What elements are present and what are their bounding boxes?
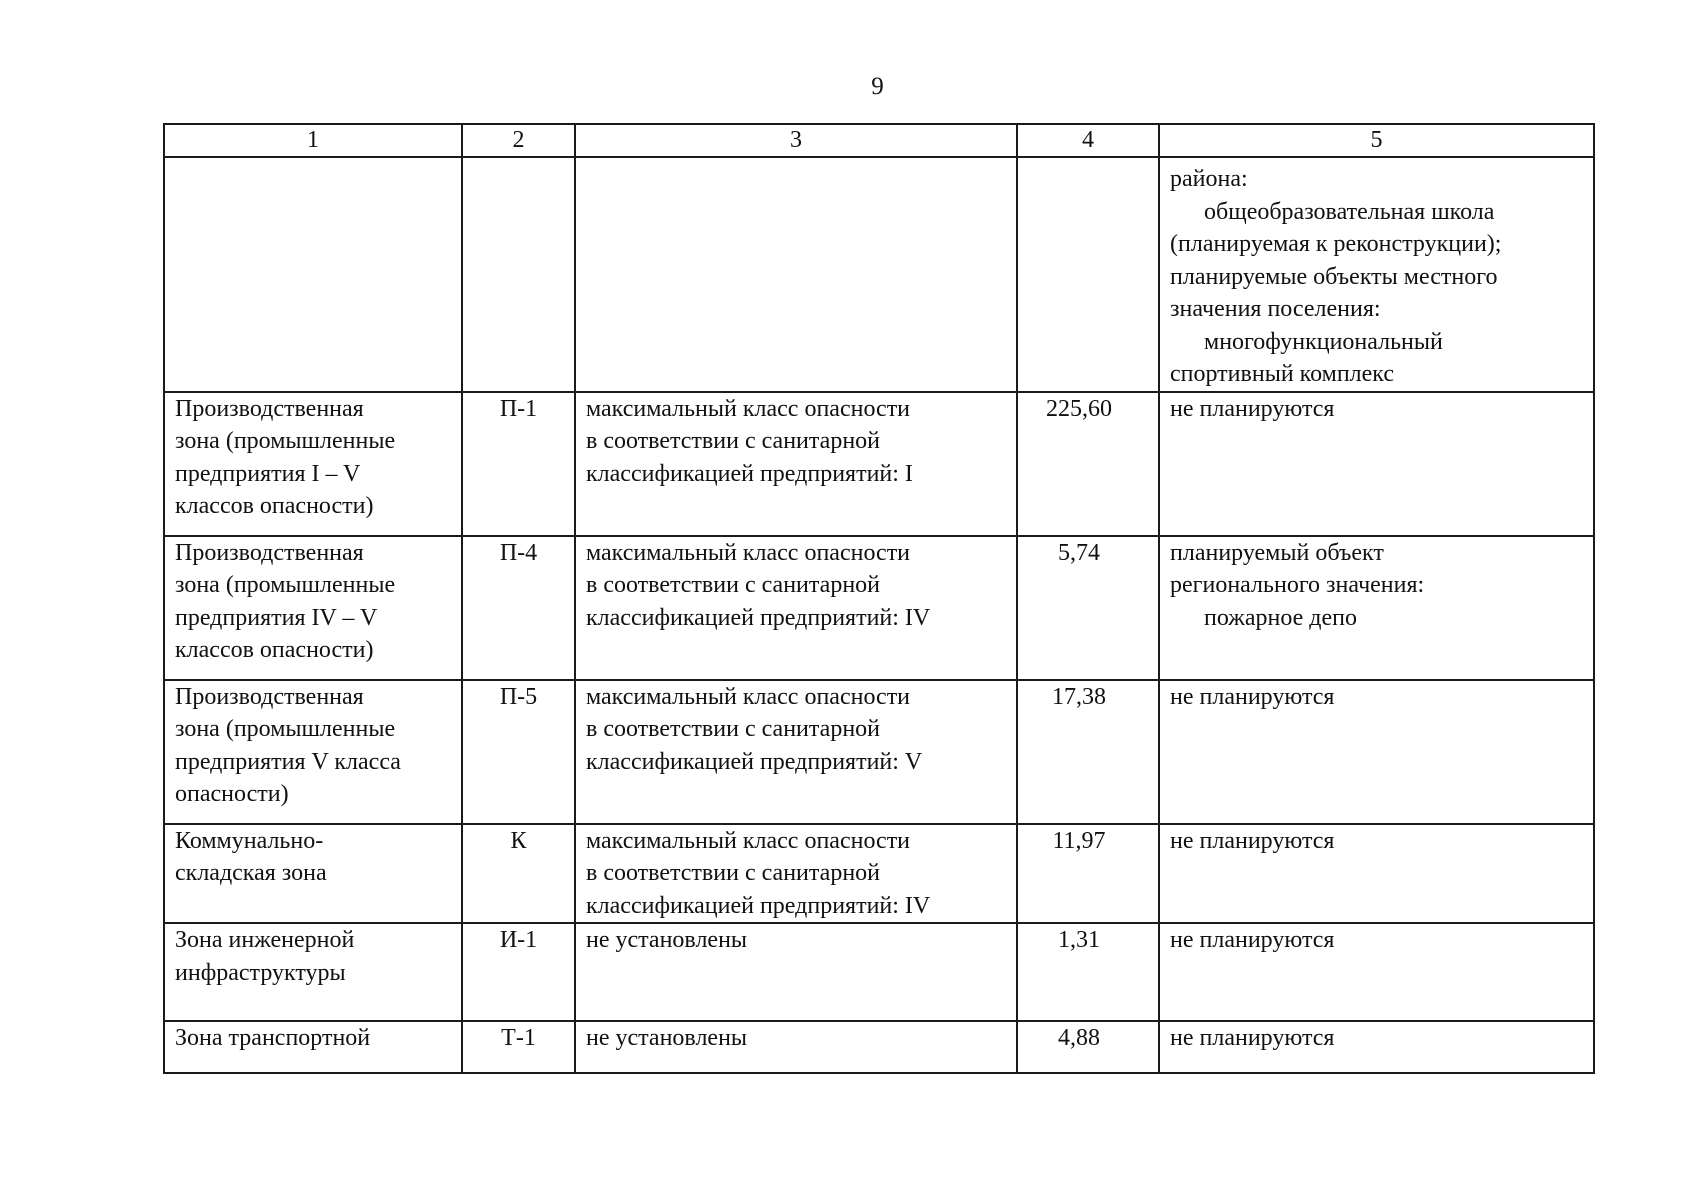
zone-limits-cell: не установлены xyxy=(575,923,1017,1021)
planned-object-line: значения поселения: xyxy=(1170,296,1381,322)
table-row xyxy=(164,536,1594,680)
planned-object-line: не планируются xyxy=(1170,1025,1335,1051)
zone-area-cell xyxy=(1017,157,1159,392)
planned-object-line: планируемый объект xyxy=(1170,539,1384,566)
zone-name-cell: Производственная зона (промышленные предприятия IV – V классов опасности) xyxy=(164,536,462,680)
zone-area-cell: 17,38 xyxy=(1017,680,1159,824)
planned-object-line: не планируются xyxy=(1170,683,1335,710)
table-row xyxy=(164,680,1594,824)
zone-name-cell: Коммунально- складская зона xyxy=(164,824,462,924)
planned-object-line: пожарное депо xyxy=(1204,604,1357,631)
column-header-3: 3 xyxy=(575,124,1017,157)
table-row xyxy=(164,824,1594,924)
column-header-2: 2 xyxy=(462,124,575,157)
column-header-1: 1 xyxy=(164,124,462,157)
zone-code-cell: И-1 xyxy=(462,923,575,1021)
zone-area-cell: 5,74 xyxy=(1017,536,1159,680)
zone-limits-cell: не установлены xyxy=(575,1021,1017,1073)
planned-object-line: (планируемая к реконструкции); xyxy=(1170,231,1502,257)
planned-object-line: не планируются xyxy=(1170,827,1335,854)
zone-limits-cell: максимальный класс опасности в соответствии с санитарной классификацией предприятий: IV xyxy=(575,824,1017,924)
zone-area-cell: 4,88 xyxy=(1017,1021,1159,1073)
zone-limits-cell xyxy=(575,157,1017,392)
table-row xyxy=(164,923,1594,1021)
planned-objects-cell xyxy=(1159,392,1594,536)
column-header-5: 5 xyxy=(1159,124,1594,157)
planned-objects-cell xyxy=(1159,157,1594,392)
planned-object-line: района: xyxy=(1170,166,1248,192)
page-number: 9 xyxy=(871,73,884,100)
planned-object-line: регионального значения: xyxy=(1170,572,1425,598)
zone-name-cell: Зона инженерной инфраструктуры xyxy=(164,923,462,1021)
zone-limits-cell: максимальный класс опасности в соответствии с санитарной классификацией предприятий: IV xyxy=(575,536,1017,680)
column-header-4: 4 xyxy=(1017,124,1159,157)
zone-area-cell: 1,31 xyxy=(1017,923,1159,1021)
table-row xyxy=(164,1021,1594,1073)
zone-code-cell: Т-1 xyxy=(462,1021,575,1073)
planned-object-line: планируемые объекты местного xyxy=(1170,263,1498,290)
zone-code-cell: П-5 xyxy=(462,680,575,824)
table-header-row xyxy=(164,124,1594,157)
planned-objects-cell xyxy=(1159,1021,1594,1073)
zone-area-cell: 225,60 xyxy=(1017,392,1159,536)
zone-name-cell: Производственная зона (промышленные предприятия V класса опасности) xyxy=(164,680,462,824)
planned-object-line: не планируются xyxy=(1170,927,1335,953)
planned-objects-cell xyxy=(1159,824,1594,924)
table-row xyxy=(164,392,1594,536)
zones-table xyxy=(163,123,1595,1074)
planned-object-line: не планируются xyxy=(1170,395,1335,422)
zone-code-cell: К xyxy=(462,824,575,924)
planned-object-line: спортивный комплекс xyxy=(1170,361,1395,387)
zone-code-cell: П-1 xyxy=(462,392,575,536)
zone-area-cell: 11,97 xyxy=(1017,824,1159,924)
zone-limits-cell: максимальный класс опасности в соответствии с санитарной классификацией предприятий: V xyxy=(575,680,1017,824)
planned-object-line: многофункциональный xyxy=(1204,328,1443,355)
planned-objects-cell xyxy=(1159,923,1594,1021)
zone-name-cell xyxy=(164,157,462,392)
table-row xyxy=(164,157,1594,392)
planned-objects-cell xyxy=(1159,536,1594,680)
zone-name-cell: Производственная зона (промышленные предприятия I – V классов опасности) xyxy=(164,392,462,536)
zone-code-cell xyxy=(462,157,575,392)
planned-objects-cell xyxy=(1159,680,1594,824)
planned-object-line: общеобразовательная школа xyxy=(1204,198,1495,225)
zone-code-cell: П-4 xyxy=(462,536,575,680)
zone-name-cell: Зона транспортной xyxy=(164,1021,462,1073)
zone-limits-cell: максимальный класс опасности в соответствии с санитарной классификацией предприятий: I xyxy=(575,392,1017,536)
